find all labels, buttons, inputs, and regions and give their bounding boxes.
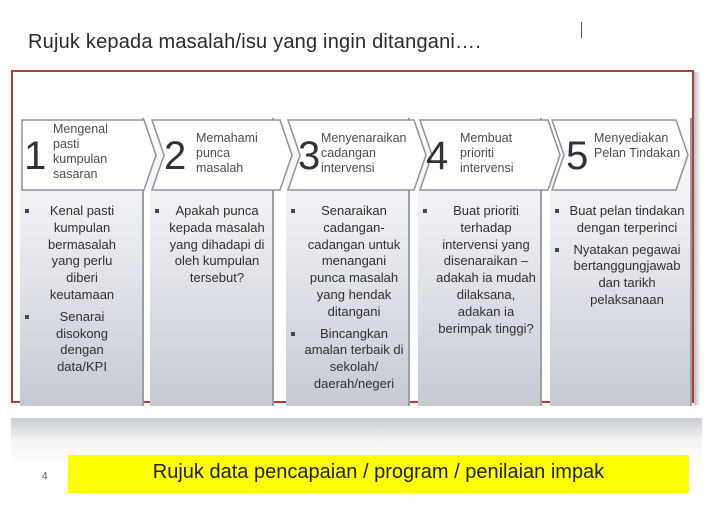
step-label: Mengenal pasti kumpulan sasaran <box>53 122 108 181</box>
list-item <box>288 203 404 321</box>
list-item <box>22 309 126 376</box>
bullet-text: Kenal pasti kumpulan bermasalah yang perlu diberi keutamaan <box>48 203 116 302</box>
bullet-marker <box>291 332 295 336</box>
step-5-chevron <box>550 118 692 193</box>
step-2-chevron <box>150 118 300 193</box>
step-3-bullets <box>288 203 404 398</box>
step-4-chevron <box>418 118 566 193</box>
bullet-text: Apakah punca kepada masalah yang dihadapi di oleh kumpulan tersebut? <box>169 203 265 286</box>
list-item <box>152 203 266 287</box>
bullet-text: Bincangkan amalan terbaik di sekolah/ daerah/negeri <box>304 325 404 391</box>
bullet-text: Senaraikan cadangan-cadangan untuk menangani punca masalah yang hendak ditangani <box>307 203 401 319</box>
step-3-chevron <box>286 118 432 193</box>
bullet-text: Nyatakan pegawai bertanggungjawab dan tarikh pelaksanaan <box>573 241 681 307</box>
step-label: Memahami punca masalah <box>196 131 258 175</box>
bullet-text: Buat prioriti terhadap intervensi yang disenaraikan – adakah ia mudah dilaksana, adakan ia berimpak tinggi? <box>436 203 536 336</box>
bullet-marker <box>555 248 559 252</box>
bullet-marker <box>423 209 427 213</box>
step-number: 3 <box>298 134 321 178</box>
step-5-bullets <box>552 203 686 314</box>
footer-banner-text: Rujuk data pencapaian / program / penilaian impak <box>152 461 605 483</box>
list-item <box>552 203 686 237</box>
step-2-bullets <box>152 203 266 292</box>
step-1-bullets <box>22 203 126 381</box>
page-title: Rujuk kepada masalah/isu yang ingin ditangani…. <box>28 31 482 53</box>
step-label: Menyenaraikan cadangan intervensi <box>321 131 407 175</box>
bullet-marker <box>25 315 29 319</box>
footer-banner <box>68 455 689 493</box>
bullet-marker <box>291 209 295 213</box>
bullet-text: Senarai disokong dengan data/KPI <box>55 308 109 375</box>
bullet-text: Buat pelan tindakan dengan terperinci <box>569 203 685 235</box>
step-number: 5 <box>566 134 589 178</box>
list-item <box>22 203 126 304</box>
step-number: 1 <box>24 134 47 178</box>
bullet-marker <box>155 209 159 213</box>
step-1-chevron <box>20 118 160 193</box>
title-divider <box>581 22 582 38</box>
frame-shadow <box>694 72 701 405</box>
step-label: Membuat prioriti intervensi <box>460 131 514 175</box>
list-item <box>288 326 404 393</box>
bullet-marker <box>25 209 29 213</box>
step-number: 4 <box>426 134 449 178</box>
list-item <box>420 203 536 337</box>
page-number: 4 <box>42 471 48 482</box>
step-label: Menyediakan Pelan Tindakan <box>594 131 681 160</box>
bullet-marker <box>555 209 559 213</box>
step-4-bullets <box>420 203 536 342</box>
list-item <box>552 242 686 309</box>
step-number: 2 <box>164 134 187 178</box>
